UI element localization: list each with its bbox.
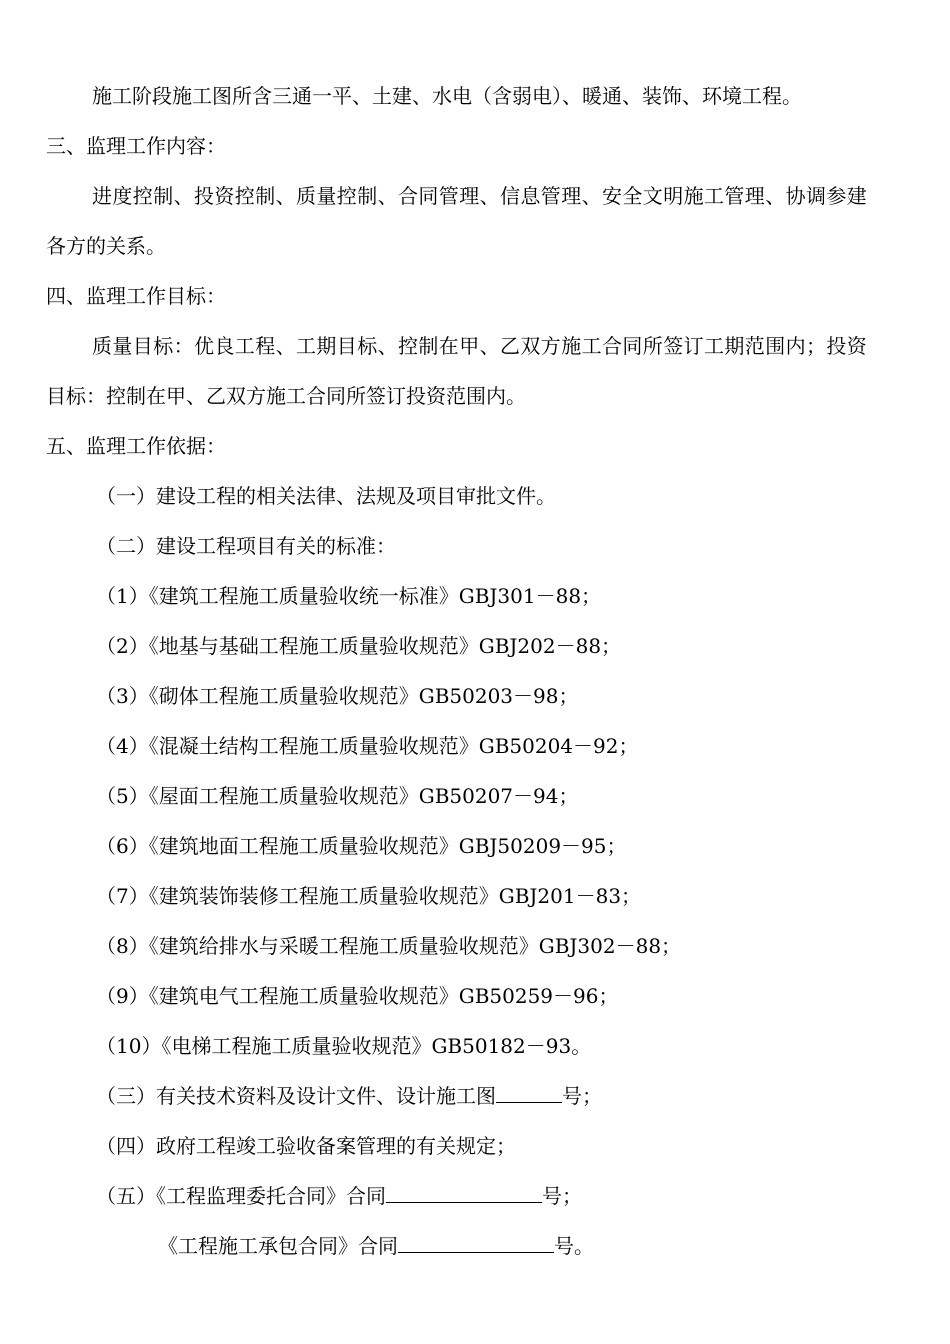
basis-item-5-continued [158, 1234, 950, 1258]
paragraph-work-content-line1: 进度控制、投资控制、质量控制、合同管理、信息管理、安全文明施工管理、协调参建 [92, 184, 868, 208]
basis-item-3-text: （三）有关技术资料及设计文件、设计施工图 [96, 1084, 496, 1108]
construction-contract-number-blank [398, 1234, 554, 1253]
paragraph-work-goals-line1: 质量目标：优良工程、工期目标、控制在甲、乙双方施工合同所签订工期范围内；投资 [92, 334, 868, 358]
standard-item: （3）《砌体工程施工质量验收规范》GB50203－98； [96, 684, 579, 708]
standard-item: （4）《混凝土结构工程施工质量验收规范》GB50204－92； [96, 734, 639, 758]
basis-item-5 [96, 1184, 950, 1208]
heading-work-goals: 四、监理工作目标： [46, 284, 226, 308]
drawing-number-blank [496, 1084, 562, 1103]
basis-item-5-continued-text: 《工程施工承包合同》合同 [158, 1234, 398, 1258]
paragraph-work-goals-line2: 目标：控制在甲、乙双方施工合同所签订投资范围内。 [46, 384, 526, 408]
standard-item: （10）《电梯工程施工质量验收规范》GB50182－93。 [96, 1034, 592, 1058]
basis-item-5-text: （五）《工程监理委托合同》合同 [96, 1184, 386, 1208]
heading-work-basis: 五、监理工作依据： [46, 434, 226, 458]
standard-item: （7）《建筑装饰装修工程施工质量验收规范》GBJ201－83； [96, 884, 642, 908]
basis-item-3 [96, 1084, 950, 1108]
basis-item-5-continued-suffix: 号。 [554, 1234, 594, 1258]
basis-item-3-suffix: 号； [562, 1084, 602, 1108]
basis-item-4: （四）政府工程竣工验收备案管理的有关规定； [96, 1134, 516, 1158]
heading-work-content: 三、监理工作内容： [46, 134, 226, 158]
basis-item-5-suffix: 号； [542, 1184, 582, 1208]
standard-item: （6）《建筑地面工程施工质量验收规范》GBJ50209－95； [96, 834, 627, 858]
standard-item: （2）《地基与基础工程施工质量验收规范》GBJ202－88； [96, 634, 622, 658]
basis-item-1: （一）建设工程的相关法律、法规及项目审批文件。 [96, 484, 556, 508]
paragraph-work-content-line2: 各方的关系。 [46, 234, 166, 258]
supervision-contract-number-blank [386, 1184, 542, 1203]
standard-item: （8）《建筑给排水与采暖工程施工质量验收规范》GBJ302－88； [96, 934, 682, 958]
standard-item: （9）《建筑电气工程施工质量验收规范》GB50259－96； [96, 984, 619, 1008]
standard-item: （1）《建筑工程施工质量验收统一标准》GBJ301－88； [96, 584, 602, 608]
paragraph-scope-line: 施工阶段施工图所含三通一平、土建、水电（含弱电）、暖通、装饰、环境工程。 [92, 84, 802, 108]
basis-item-2: （二）建设工程项目有关的标准： [96, 534, 396, 558]
standard-item: （5）《屋面工程施工质量验收规范》GB50207－94； [96, 784, 579, 808]
